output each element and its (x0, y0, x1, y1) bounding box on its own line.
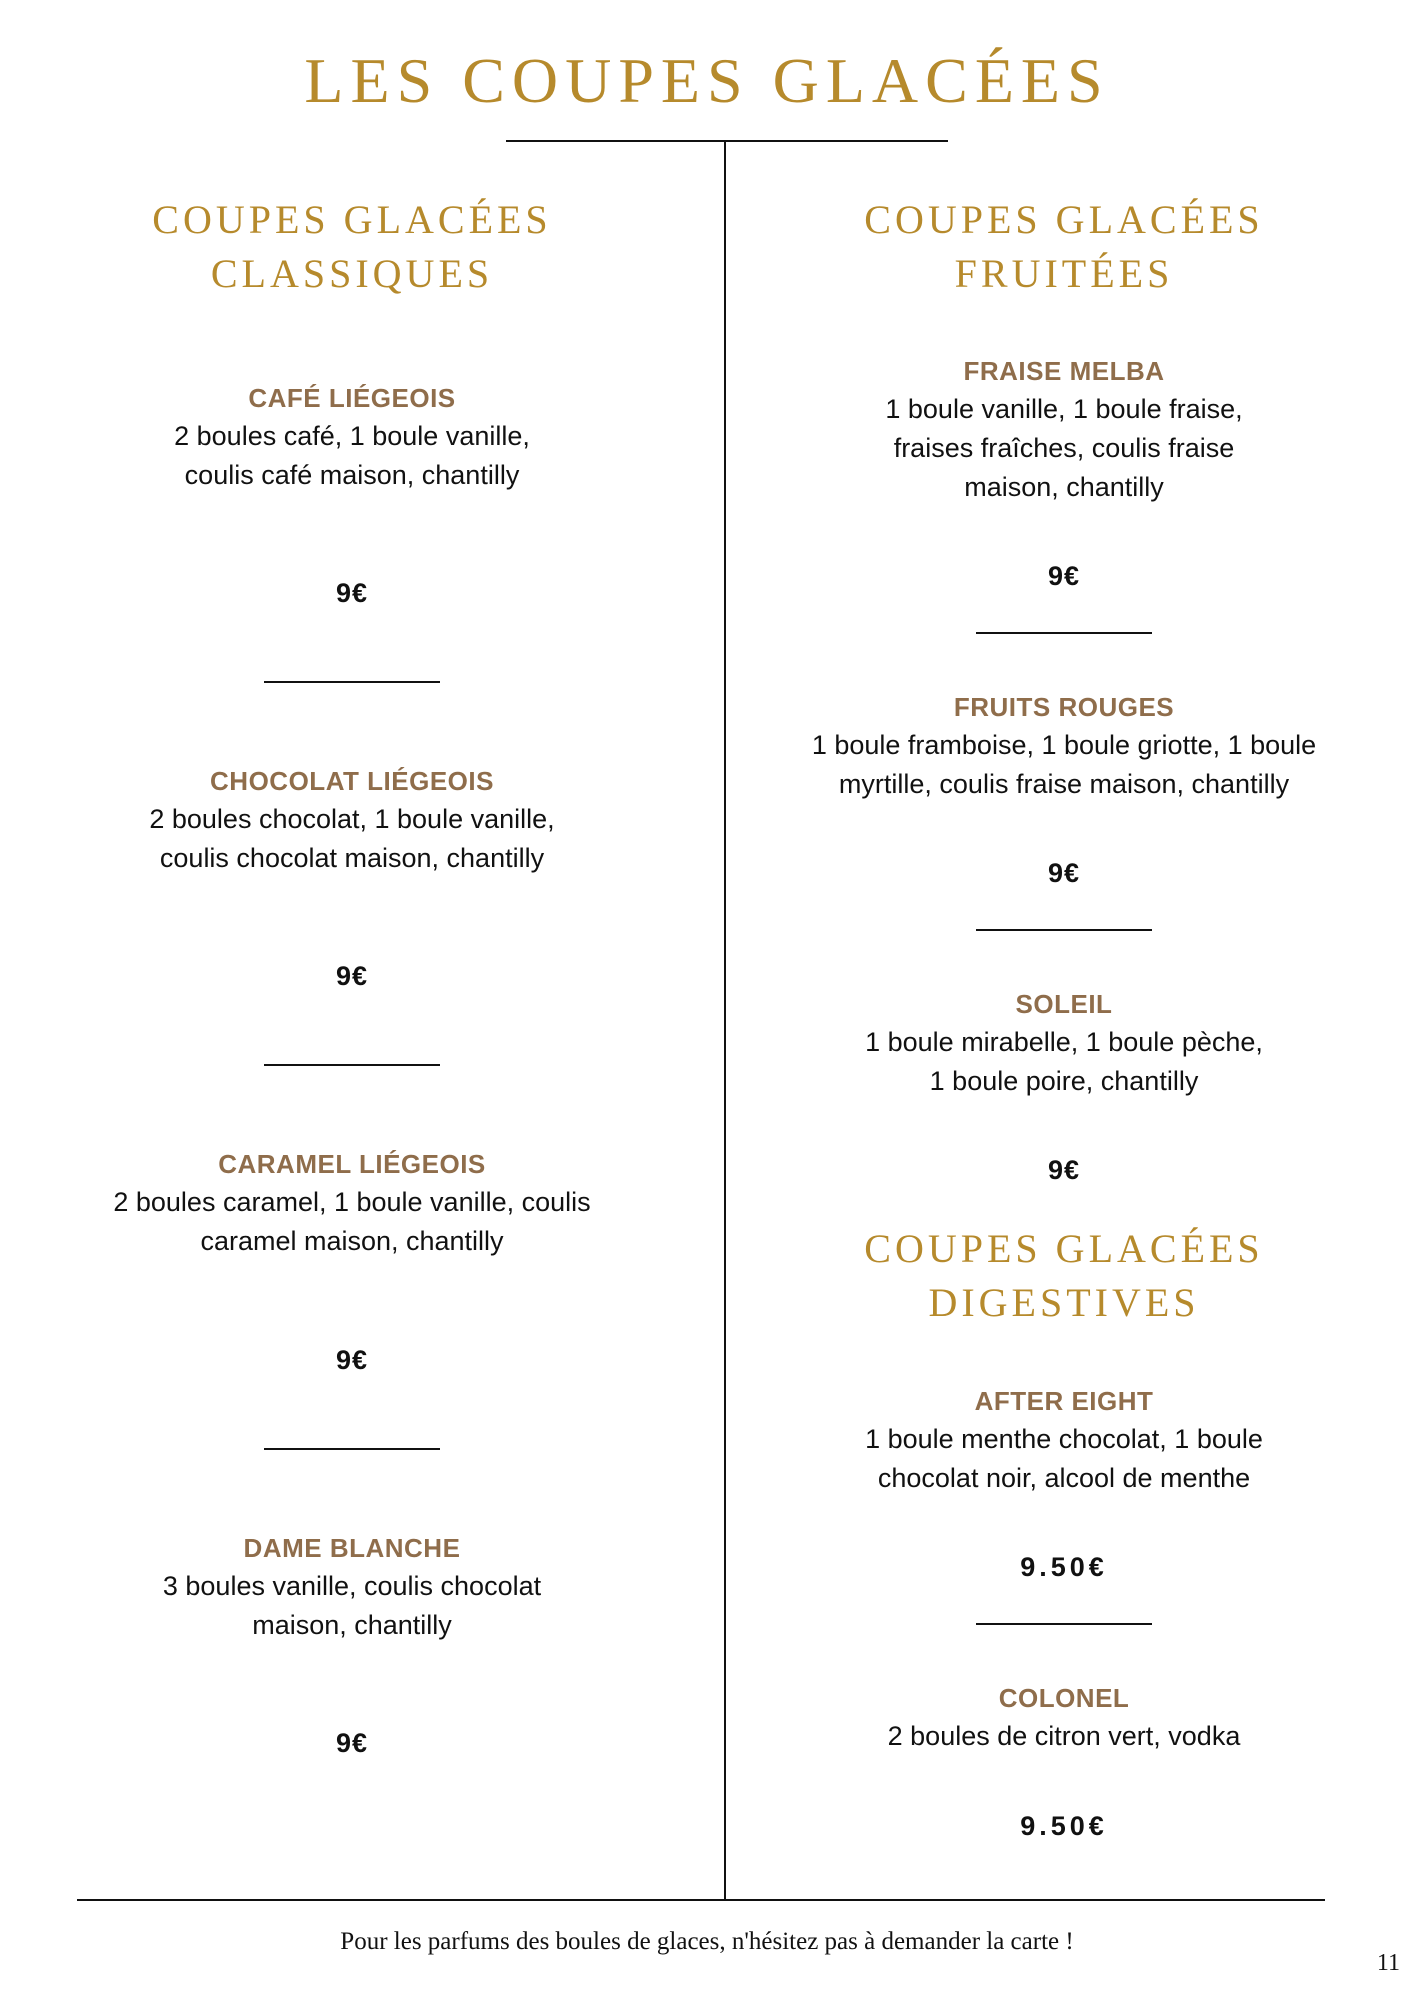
title-underline (506, 140, 948, 142)
item-price: 9.50€ (1020, 1811, 1108, 1841)
item-separator (264, 1064, 440, 1066)
item-separator (976, 632, 1152, 634)
item-name: FRAISE MELBA (963, 356, 1165, 386)
item-separator (264, 1448, 440, 1450)
item-price: 9€ (1047, 1155, 1081, 1185)
item-separator (264, 681, 440, 683)
item-description-line1: 1 boule menthe chocolat, 1 boule (865, 1424, 1263, 1454)
item-name: SOLEIL (1015, 989, 1113, 1019)
item-price: 9€ (1047, 858, 1081, 888)
item-separator (976, 929, 1152, 931)
menu-item-fraise-melba (744, 352, 1384, 507)
item-name: FRUITS ROUGES (953, 692, 1175, 722)
item-description-line2: myrtille, coulis fraise maison, chantilly (838, 769, 1290, 799)
item-description-line2: caramel maison, chantilly (200, 1226, 504, 1256)
section-heading-line1: COUPES GLACÉES (864, 1226, 1264, 1271)
item-name: CHOCOLAT LIÉGEOIS (210, 766, 494, 796)
menu-item-dame-blanche (32, 1529, 672, 1645)
menu-item-after-eight (744, 1382, 1384, 1498)
item-price: 9€ (335, 578, 369, 608)
item-description (744, 726, 1384, 804)
item-price: 9€ (335, 961, 369, 991)
column-divider (724, 142, 726, 1900)
item-description-line2: 1 boule poire, chantilly (929, 1066, 1199, 1096)
item-description (744, 1420, 1384, 1498)
item-price: 9.50€ (1020, 1552, 1108, 1582)
item-description-line1: 3 boules vanille, coulis chocolat (162, 1571, 542, 1601)
footer-rule (77, 1899, 1325, 1901)
section-heading-fruity (744, 193, 1384, 301)
item-description (744, 390, 1384, 507)
item-description (32, 1183, 672, 1261)
item-description (32, 1567, 672, 1645)
section-heading-line2: FRUITÉES (954, 251, 1174, 296)
item-description-line1: 1 boule vanille, 1 boule fraise, (885, 394, 1243, 424)
page-number: 11 (1376, 1950, 1400, 1976)
menu-item-cafe-liegeois (32, 379, 672, 495)
item-description (32, 417, 672, 495)
item-description-line1: 1 boule framboise, 1 boule griotte, 1 boule (811, 730, 1317, 760)
item-description-line1: 2 boules caramel, 1 boule vanille, coulis (113, 1187, 591, 1217)
item-description-line2: coulis café maison, chantilly (184, 460, 520, 490)
menu-item-caramel-liegeois (32, 1145, 672, 1261)
section-heading-line1: COUPES GLACÉES (152, 197, 552, 242)
item-name: CARAMEL LIÉGEOIS (218, 1149, 486, 1179)
item-description (744, 1023, 1384, 1101)
item-price: 9€ (335, 1728, 369, 1758)
item-description (32, 800, 672, 878)
item-name: AFTER EIGHT (974, 1386, 1154, 1416)
menu-item-soleil (744, 985, 1384, 1101)
item-name: COLONEL (998, 1683, 1130, 1713)
section-heading-line2: CLASSIQUES (210, 251, 494, 296)
item-separator (976, 1623, 1152, 1625)
item-description-line1: 2 boules café, 1 boule vanille, (174, 421, 530, 451)
item-description-line2: fraises fraîches, coulis fraise (893, 433, 1235, 463)
item-description-line3: maison, chantilly (964, 472, 1164, 502)
item-description-line2: maison, chantilly (252, 1610, 452, 1640)
section-heading-line2: DIGESTIVES (928, 1280, 1200, 1325)
item-description-line1: 1 boule mirabelle, 1 boule pèche, (865, 1027, 1263, 1057)
menu-item-colonel (744, 1679, 1384, 1756)
item-name: DAME BLANCHE (243, 1533, 461, 1563)
item-description-line2: chocolat noir, alcool de menthe (877, 1463, 1251, 1493)
item-description-line1: 2 boules de citron vert, vodka (887, 1721, 1241, 1751)
item-name: CAFÉ LIÉGEOIS (248, 383, 456, 413)
item-description-line1: 2 boules chocolat, 1 boule vanille, (149, 804, 555, 834)
item-price: 9€ (1047, 561, 1081, 591)
page-title: LES COUPES GLACÉES (304, 45, 1110, 116)
section-heading-digestive (744, 1222, 1384, 1330)
menu-item-fruits-rouges (744, 688, 1384, 804)
item-description-line2: coulis chocolat maison, chantilly (159, 843, 545, 873)
item-price: 9€ (335, 1345, 369, 1375)
section-heading-line1: COUPES GLACÉES (864, 197, 1264, 242)
item-description (744, 1717, 1384, 1756)
footer-note: Pour les parfums des boules de glaces, n'hésitez pas à demander la carte ! (340, 1928, 1074, 1955)
menu-item-chocolat-liegeois (32, 762, 672, 878)
section-heading-classic (32, 193, 672, 301)
